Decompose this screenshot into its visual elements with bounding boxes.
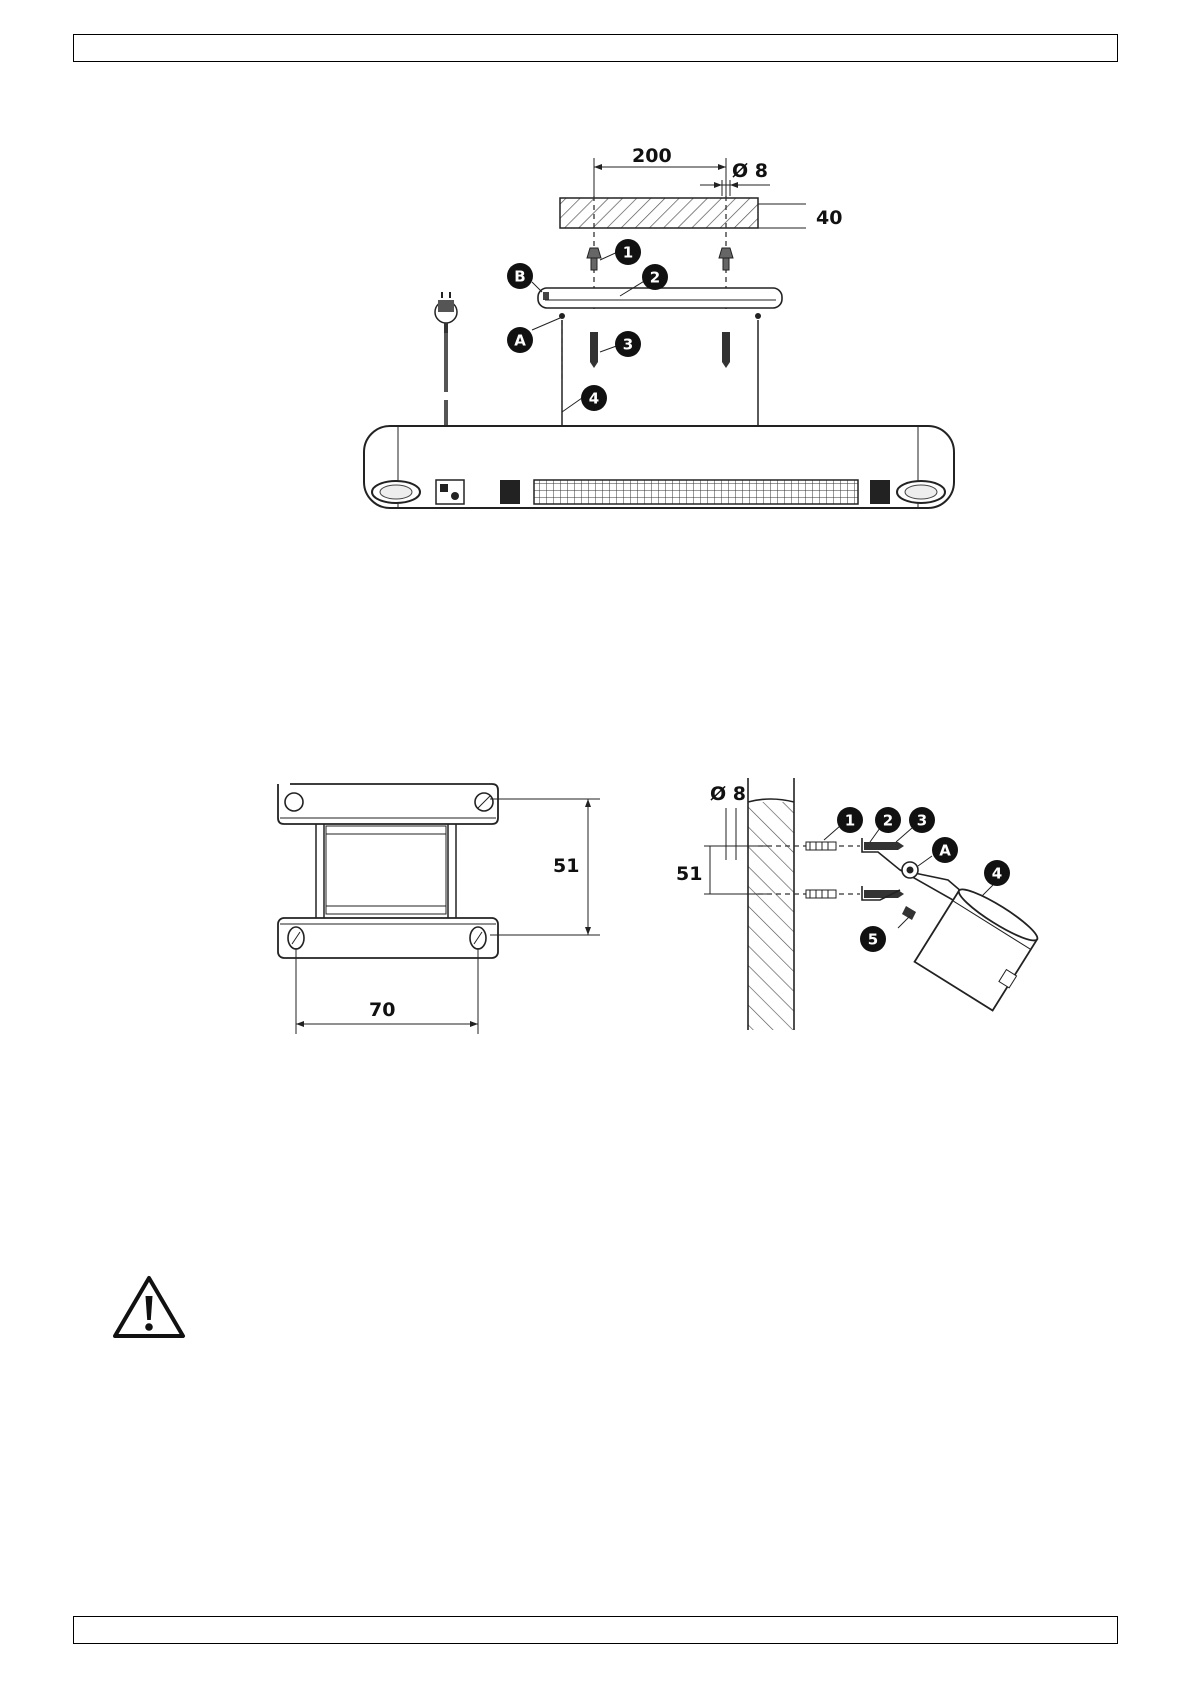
callout-2 [641, 263, 669, 291]
dimension-51-label: 51 [553, 855, 580, 877]
svg-text:3: 3 [622, 335, 634, 354]
svg-text:B: B [514, 267, 526, 286]
screws [590, 332, 730, 368]
dimension-40-label: 40 [816, 207, 843, 229]
wall-callout-4 [983, 859, 1011, 887]
dimension-diameter-label: Ø 8 [732, 160, 768, 182]
dimension-70-label: 70 [369, 999, 396, 1021]
callout-4 [580, 384, 608, 412]
power-plug-icon [435, 292, 457, 428]
svg-text:2: 2 [882, 811, 894, 830]
callout-1 [614, 238, 642, 266]
callout-B [506, 262, 534, 290]
heater-body [364, 426, 954, 508]
wall-diameter-label: Ø 8 [710, 783, 746, 805]
wall-callout-2 [874, 806, 902, 834]
svg-text:4: 4 [991, 864, 1003, 883]
wall-mount-diagram [660, 760, 1080, 1060]
ceiling-slab [560, 198, 758, 228]
svg-text:4: 4 [588, 389, 600, 408]
wall-callout-A [931, 836, 959, 864]
wall-spacing-label: 51 [676, 863, 703, 885]
svg-text:1: 1 [844, 811, 856, 830]
dimension-diameter-8 [700, 160, 770, 196]
dimension-200-label: 200 [632, 145, 672, 167]
svg-text:5: 5 [867, 930, 879, 949]
wall-callout-1 [836, 806, 864, 834]
wall-callout-5 [859, 925, 887, 953]
callout-A [506, 326, 534, 354]
callout-3 [614, 330, 642, 358]
svg-text:3: 3 [916, 811, 928, 830]
ceiling-mount-diagram [0, 0, 1192, 560]
svg-text:A: A [939, 841, 951, 860]
warning-triangle-icon [112, 1274, 186, 1340]
mounting-bar [538, 288, 782, 308]
wall-callout-3 [908, 806, 936, 834]
dimension-200 [594, 145, 726, 196]
svg-text:A: A [514, 331, 526, 350]
svg-text:2: 2 [649, 268, 661, 287]
dimension-40 [758, 204, 842, 229]
svg-text:1: 1 [622, 243, 634, 262]
bracket-dimension-diagram [0, 760, 620, 1060]
page-footer-frame [73, 1616, 1118, 1644]
